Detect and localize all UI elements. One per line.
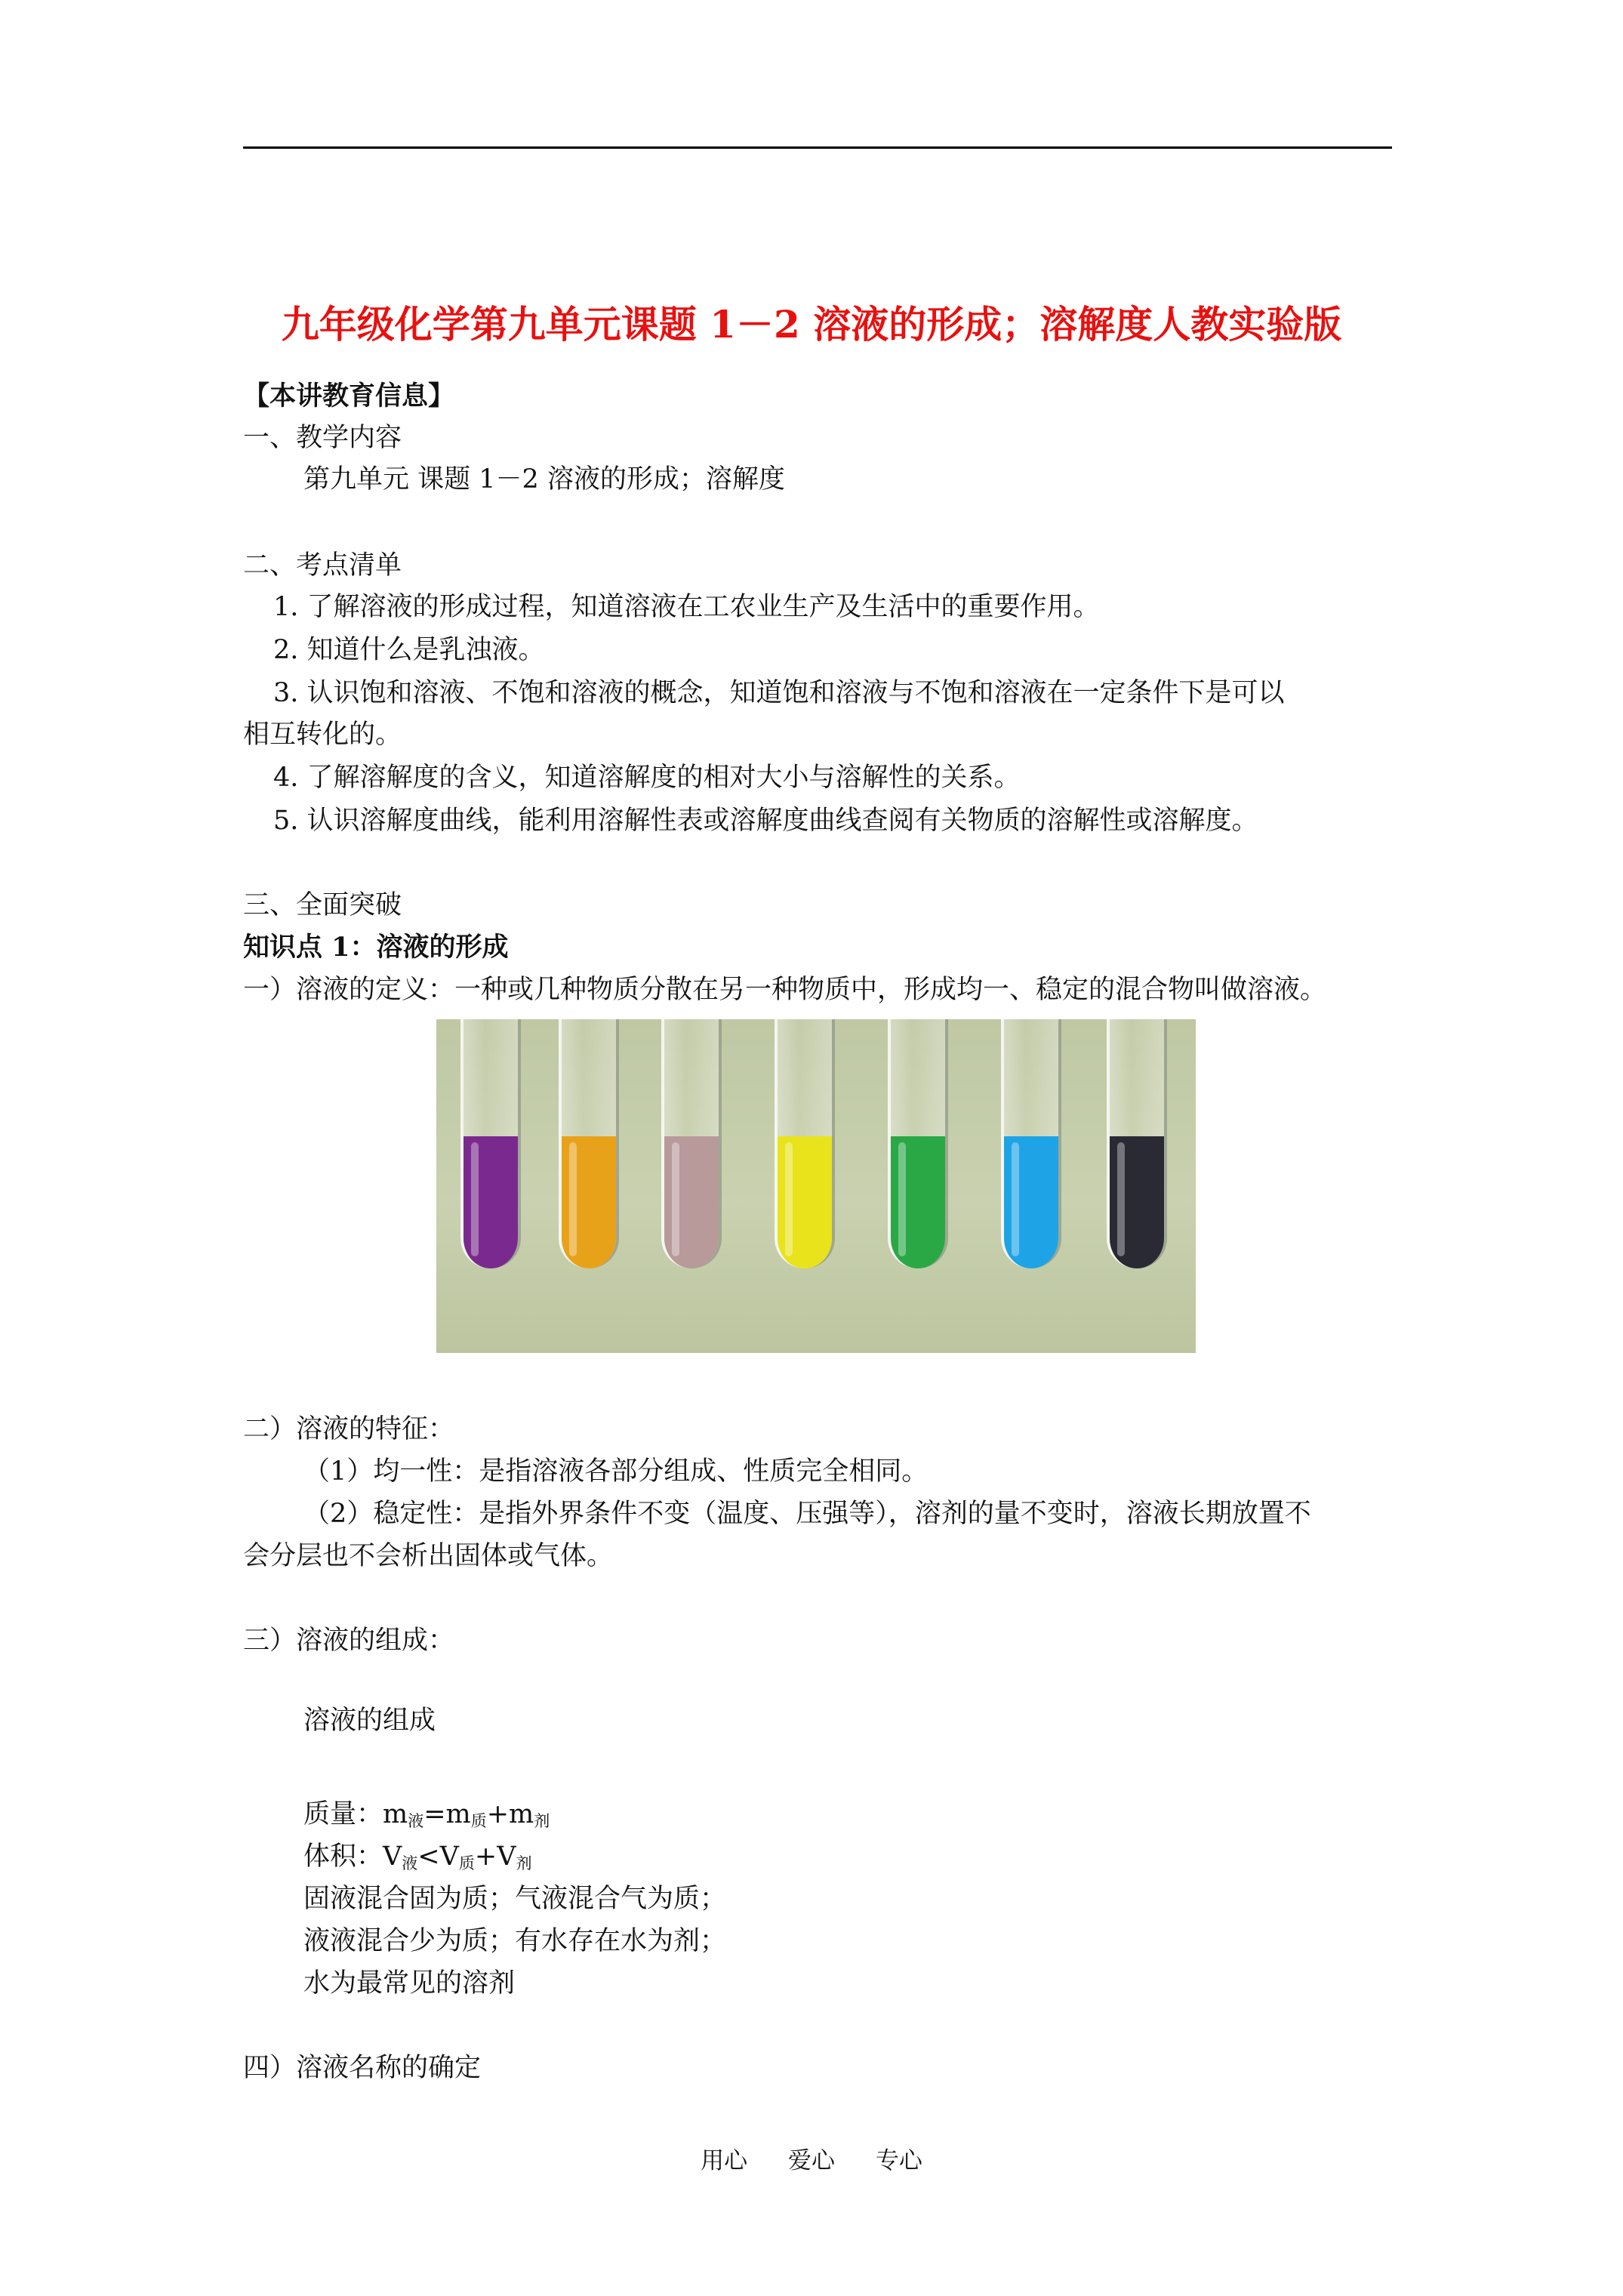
tube-liquid [1004,1136,1058,1268]
formula-subscript: 液 [402,1854,418,1872]
test-tube [1001,1019,1061,1268]
key-point-item: 3. 认识饱和溶液、不饱和溶液的概念，知道饱和溶液与不饱和溶液在一定条件下是可以 [273,678,1285,708]
formula-subscript: 质 [470,1812,487,1830]
naming-heading: 四）溶液名称的确定 [243,2053,482,2083]
footer-motto: 爱心 [788,2147,835,2174]
test-tube [559,1019,619,1268]
formula-subscript: 剂 [534,1812,550,1830]
composition-label: 溶液的组成 [303,1706,436,1736]
formula-symbol: V [383,1841,402,1872]
composition-rule: 液液混合少为质；有水存在水为剂； [303,1926,727,1956]
section-teaching-content-heading: 一、教学内容 [243,423,402,453]
tube-liquid [891,1136,945,1268]
footer-motto: 专心 [875,2147,922,2174]
tube-liquid [1110,1136,1164,1268]
tube-liquid [664,1136,719,1268]
composition-heading: 三）溶液的组成： [243,1626,455,1656]
composition-rule: 水为最常见的溶剂 [303,1968,516,1999]
formula-subscript: 液 [408,1812,424,1830]
info-header: 【本讲教育信息】 [243,381,455,411]
test-tube [1107,1019,1167,1268]
formula-symbol: <V [417,1841,459,1872]
volume-label: 体积： [303,1841,383,1872]
document-title: 九年级化学第九单元课题 1－2 溶液的形成；溶解度人教实验版 [281,302,1342,347]
feature-stability: （2）稳定性：是指外界条件不变（温度、压强等），溶剂的量不变时，溶液长期放置不 [303,1499,1311,1529]
composition-rule: 固液混合固为质；气液混合气为质； [303,1884,727,1914]
formula-subscript: 剂 [516,1854,532,1872]
key-point-item: 4. 了解溶解度的含义，知道溶解度的相对大小与溶解性的关系。 [273,763,1021,793]
formula-symbol: +m [486,1799,534,1829]
test-tube [775,1019,835,1268]
formula-subscript: 质 [458,1854,475,1872]
footer-motto: 用心 [701,2147,748,2174]
feature-stability-continuation: 会分层也不会析出固体或气体。 [243,1541,614,1571]
teaching-content-text: 第九单元 课题 1－2 溶液的形成；溶解度 [303,464,785,495]
tube-liquid [778,1136,832,1268]
formula-symbol: m [383,1799,408,1829]
page-footer [0,2141,1623,2175]
volume-formula [303,1839,532,1881]
section-key-points-heading: 二、考点清单 [243,550,402,581]
tube-liquid [463,1136,518,1268]
features-heading: 二）溶液的特征： [243,1414,455,1444]
mass-label: 质量： [303,1799,383,1829]
key-point-item: 5. 认识溶解度曲线，能利用溶解性表或溶解度曲线查阅有关物质的溶解性或溶解度。 [273,806,1258,836]
test-tube [460,1019,521,1268]
formula-symbol: =m [423,1799,471,1829]
knowledge-point-heading: 知识点 1：溶液的形成 [243,932,509,963]
key-point-item: 1. 了解溶液的形成过程，知道溶液在工农业生产及生活中的重要作用。 [273,592,1100,622]
header-rule [243,146,1392,149]
feature-uniformity: （1）均一性：是指溶液各部分组成、性质完全相同。 [303,1456,929,1487]
mass-formula [303,1797,550,1838]
key-point-item-continuation: 相互转化的。 [243,720,402,750]
test-tube [888,1019,948,1268]
tube-liquid [562,1136,616,1268]
key-point-item: 2. 知道什么是乳浊液。 [273,635,545,665]
solution-definition: 一）溶液的定义：一种或几种物质分散在另一种物质中，形成均一、稳定的混合物叫做溶液。 [243,975,1327,1005]
section-breakthrough-heading: 三、全面突破 [243,890,402,920]
test-tubes-photo [436,1019,1196,1353]
test-tube [661,1019,722,1268]
formula-symbol: +V [474,1841,516,1872]
